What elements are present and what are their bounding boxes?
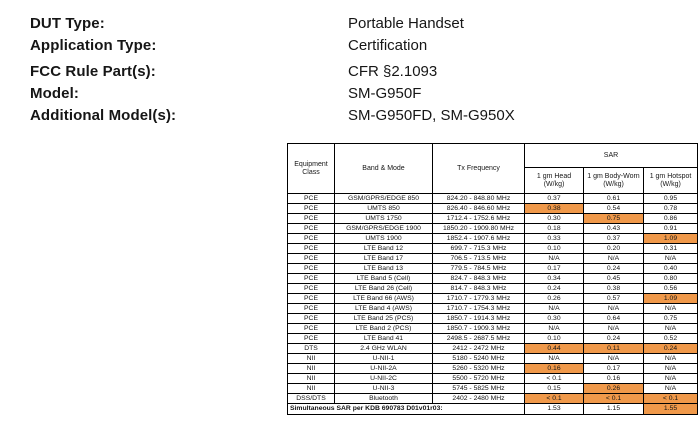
cell-head-sar: 0.10 <box>525 244 584 254</box>
table-row <box>288 384 698 394</box>
cell-body-worn-sar: 0.24 <box>584 334 644 344</box>
cell-tx-frequency: 824.7 - 848.3 MHz <box>433 274 525 284</box>
cell-hotspot-sar: 0.95 <box>644 194 698 204</box>
cell-head-sar: 0.44 <box>525 344 584 354</box>
cell-tx-frequency: 824.20 - 848.80 MHz <box>433 194 525 204</box>
cell-tx-frequency: 1712.4 - 1752.6 MHz <box>433 214 525 224</box>
cell-head-sar: N/A <box>525 324 584 334</box>
cell-band-mode: LTE Band 13 <box>335 264 433 274</box>
cell-tx-frequency: 779.5 - 784.5 MHz <box>433 264 525 274</box>
table-row <box>288 294 698 304</box>
cell-equipment-class: PCE <box>288 294 335 304</box>
cell-hotspot-sar: 0.24 <box>644 344 698 354</box>
cell-equipment-class: PCE <box>288 244 335 254</box>
table-row <box>288 324 698 334</box>
table-row <box>288 264 698 274</box>
cell-body-worn-sar: N/A <box>584 254 644 264</box>
cell-tx-frequency: 2412 - 2472 MHz <box>433 344 525 354</box>
cell-head-sar: 0.16 <box>525 364 584 374</box>
cell-head-sar: 0.24 <box>525 284 584 294</box>
fcc-rule-label: FCC Rule Part(s): <box>30 62 156 80</box>
cell-equipment-class: PCE <box>288 324 335 334</box>
cell-band-mode: LTE Band 41 <box>335 334 433 344</box>
cell-band-mode: LTE Band 12 <box>335 244 433 254</box>
cell-head-sar: 0.17 <box>525 264 584 274</box>
cell-tx-frequency: 5180 - 5240 MHz <box>433 354 525 364</box>
table-row <box>288 214 698 224</box>
cell-equipment-class: NII <box>288 364 335 374</box>
cell-hotspot-sar: N/A <box>644 384 698 394</box>
cell-band-mode: LTE Band 2 (PCS) <box>335 324 433 334</box>
cell-equipment-class: NII <box>288 384 335 394</box>
info-row-application-type <box>30 34 670 56</box>
cell-body-worn-sar: N/A <box>584 304 644 314</box>
cell-head-sar: 0.37 <box>525 194 584 204</box>
table-row <box>288 304 698 314</box>
cell-hotspot-sar: 0.40 <box>644 264 698 274</box>
cell-hotspot-sar: N/A <box>644 304 698 314</box>
cell-tx-frequency: 1710.7 - 1779.3 MHz <box>433 294 525 304</box>
cell-equipment-class: PCE <box>288 204 335 214</box>
column-header-body-worn-sar: 1 gm Body-Worn (W/kg) <box>584 168 644 194</box>
info-row-dut-type <box>30 12 670 34</box>
cell-equipment-class: PCE <box>288 264 335 274</box>
cell-head-sar: 0.30 <box>525 314 584 324</box>
cell-equipment-class: PCE <box>288 334 335 344</box>
dut-type-label: DUT Type: <box>30 14 105 32</box>
table-row <box>288 224 698 234</box>
cell-hotspot-sar: 0.78 <box>644 204 698 214</box>
cell-band-mode: LTE Band 26 (Cell) <box>335 284 433 294</box>
sar-table-body <box>288 194 698 404</box>
cell-equipment-class: PCE <box>288 224 335 234</box>
table-row <box>288 194 698 204</box>
column-header-head-sar: 1 gm Head (W/kg) <box>525 168 584 194</box>
cell-band-mode: LTE Band 4 (AWS) <box>335 304 433 314</box>
additional-models-value: SM-G950FD, SM-G950X <box>348 106 515 124</box>
cell-hotspot-sar: N/A <box>644 354 698 364</box>
cell-hotspot-sar: 0.91 <box>644 224 698 234</box>
cell-body-worn-sar: 0.64 <box>584 314 644 324</box>
table-row <box>288 274 698 284</box>
cell-equipment-class: PCE <box>288 274 335 284</box>
table-row <box>288 354 698 364</box>
fcc-rule-value: CFR §2.1093 <box>348 62 438 80</box>
cell-head-sar: 0.10 <box>525 334 584 344</box>
column-header-sar-group: SAR <box>525 144 698 168</box>
cell-band-mode: UMTS 1900 <box>335 234 433 244</box>
dut-info-block <box>30 12 670 126</box>
cell-head-sar: N/A <box>525 304 584 314</box>
cell-head-sar: < 0.1 <box>525 394 584 404</box>
simultaneous-sar-row <box>288 404 698 415</box>
simultaneous-sar-label: Simultaneous SAR per KDB 690783 D01v01r03: <box>288 404 525 415</box>
cell-body-worn-sar: 0.16 <box>584 374 644 384</box>
column-header-band-mode: Band & Mode <box>335 144 433 194</box>
cell-tx-frequency: 2402 - 2480 MHz <box>433 394 525 404</box>
cell-head-sar: 0.34 <box>525 274 584 284</box>
cell-band-mode: U-NII-1 <box>335 354 433 364</box>
cell-tx-frequency: 1710.7 - 1754.3 MHz <box>433 304 525 314</box>
column-header-tx-frequency: Tx Frequency <box>433 144 525 194</box>
simultaneous-head-value: 1.53 <box>525 404 584 415</box>
cell-band-mode: GSM/GPRS/EDGE 1900 <box>335 224 433 234</box>
cell-body-worn-sar: N/A <box>584 354 644 364</box>
cell-band-mode: U-NII-2C <box>335 374 433 384</box>
cell-tx-frequency: 699.7 - 715.3 MHz <box>433 244 525 254</box>
cell-hotspot-sar: < 0.1 <box>644 394 698 404</box>
cell-head-sar: 0.38 <box>525 204 584 214</box>
column-header-hotspot-sar: 1 gm Hotspot (W/kg) <box>644 168 698 194</box>
table-row <box>288 244 698 254</box>
cell-tx-frequency: 5500 - 5720 MHz <box>433 374 525 384</box>
cell-head-sar: 0.30 <box>525 214 584 224</box>
cell-hotspot-sar: 0.56 <box>644 284 698 294</box>
table-row <box>288 204 698 214</box>
table-row <box>288 334 698 344</box>
application-type-value: Certification <box>348 36 428 54</box>
cell-band-mode: U-NII-2A <box>335 364 433 374</box>
cell-tx-frequency: 826.40 - 846.60 MHz <box>433 204 525 214</box>
cell-hotspot-sar: N/A <box>644 364 698 374</box>
simultaneous-body-worn-value: 1.15 <box>584 404 644 415</box>
cell-body-worn-sar: 0.38 <box>584 284 644 294</box>
cell-body-worn-sar: 0.24 <box>584 264 644 274</box>
cell-tx-frequency: 2498.5 - 2687.5 MHz <box>433 334 525 344</box>
cell-hotspot-sar: 0.31 <box>644 244 698 254</box>
cell-head-sar: N/A <box>525 254 584 264</box>
cell-body-worn-sar: 0.75 <box>584 214 644 224</box>
cell-body-worn-sar: 0.45 <box>584 274 644 284</box>
cell-body-worn-sar: 0.11 <box>584 344 644 354</box>
cell-body-worn-sar: 0.61 <box>584 194 644 204</box>
cell-equipment-class: PCE <box>288 314 335 324</box>
cell-hotspot-sar: N/A <box>644 324 698 334</box>
model-label: Model: <box>30 84 79 102</box>
cell-tx-frequency: 1850.7 - 1914.3 MHz <box>433 314 525 324</box>
cell-tx-frequency: 814.7 - 848.3 MHz <box>433 284 525 294</box>
info-row-model <box>30 82 670 104</box>
cell-head-sar: < 0.1 <box>525 374 584 384</box>
sar-table-container <box>287 143 697 415</box>
cell-equipment-class: NII <box>288 374 335 384</box>
simultaneous-hotspot-value: 1.55 <box>644 404 698 415</box>
cell-hotspot-sar: 0.80 <box>644 274 698 284</box>
cell-body-worn-sar: 0.26 <box>584 384 644 394</box>
table-row <box>288 394 698 404</box>
cell-hotspot-sar: 1.09 <box>644 294 698 304</box>
cell-equipment-class: NII <box>288 354 335 364</box>
cell-equipment-class: DSS/DTS <box>288 394 335 404</box>
model-value: SM-G950F <box>348 84 422 102</box>
cell-hotspot-sar: 0.52 <box>644 334 698 344</box>
cell-band-mode: UMTS 850 <box>335 204 433 214</box>
cell-band-mode: LTE Band 25 (PCS) <box>335 314 433 324</box>
sar-table-footer <box>288 404 698 415</box>
cell-body-worn-sar: < 0.1 <box>584 394 644 404</box>
cell-equipment-class: PCE <box>288 284 335 294</box>
column-header-equipment-class: Equipment Class <box>288 144 335 194</box>
cell-hotspot-sar: 0.75 <box>644 314 698 324</box>
cell-head-sar: 0.26 <box>525 294 584 304</box>
cell-band-mode: LTE Band 5 (Cell) <box>335 274 433 284</box>
table-row <box>288 364 698 374</box>
cell-band-mode: U-NII-3 <box>335 384 433 394</box>
cell-equipment-class: PCE <box>288 214 335 224</box>
cell-hotspot-sar: N/A <box>644 374 698 384</box>
table-row <box>288 314 698 324</box>
cell-tx-frequency: 1852.4 - 1907.6 MHz <box>433 234 525 244</box>
cell-hotspot-sar: N/A <box>644 254 698 264</box>
cell-band-mode: LTE Band 17 <box>335 254 433 264</box>
additional-models-label: Additional Model(s): <box>30 106 177 124</box>
cell-body-worn-sar: N/A <box>584 324 644 334</box>
cell-band-mode: Bluetooth <box>335 394 433 404</box>
cell-head-sar: 0.15 <box>525 384 584 394</box>
cell-tx-frequency: 1850.7 - 1909.3 MHz <box>433 324 525 334</box>
cell-band-mode: LTE Band 66 (AWS) <box>335 294 433 304</box>
cell-body-worn-sar: 0.37 <box>584 234 644 244</box>
cell-tx-frequency: 5745 - 5825 MHz <box>433 384 525 394</box>
cell-hotspot-sar: 1.09 <box>644 234 698 244</box>
info-row-additional-models <box>30 104 670 126</box>
cell-band-mode: GSM/GPRS/EDGE 850 <box>335 194 433 204</box>
cell-tx-frequency: 706.5 - 713.5 MHz <box>433 254 525 264</box>
sar-table-header <box>288 144 698 194</box>
cell-body-worn-sar: 0.20 <box>584 244 644 254</box>
cell-head-sar: 0.33 <box>525 234 584 244</box>
application-type-label: Application Type: <box>30 36 157 54</box>
dut-type-value: Portable Handset <box>348 14 464 32</box>
table-row <box>288 344 698 354</box>
cell-tx-frequency: 1850.20 - 1909.80 MHz <box>433 224 525 234</box>
table-row <box>288 254 698 264</box>
cell-band-mode: 2.4 GHz WLAN <box>335 344 433 354</box>
cell-body-worn-sar: 0.43 <box>584 224 644 234</box>
table-row <box>288 374 698 384</box>
cell-hotspot-sar: 0.86 <box>644 214 698 224</box>
cell-equipment-class: PCE <box>288 254 335 264</box>
cell-body-worn-sar: 0.17 <box>584 364 644 374</box>
cell-head-sar: N/A <box>525 354 584 364</box>
cell-equipment-class: PCE <box>288 194 335 204</box>
cell-body-worn-sar: 0.54 <box>584 204 644 214</box>
sar-table <box>287 143 698 415</box>
cell-equipment-class: PCE <box>288 234 335 244</box>
info-row-fcc-rule <box>30 60 670 82</box>
cell-body-worn-sar: 0.57 <box>584 294 644 304</box>
cell-equipment-class: PCE <box>288 304 335 314</box>
cell-tx-frequency: 5260 - 5320 MHz <box>433 364 525 374</box>
cell-band-mode: UMTS 1750 <box>335 214 433 224</box>
table-row <box>288 284 698 294</box>
cell-equipment-class: DTS <box>288 344 335 354</box>
cell-head-sar: 0.18 <box>525 224 584 234</box>
table-row <box>288 234 698 244</box>
